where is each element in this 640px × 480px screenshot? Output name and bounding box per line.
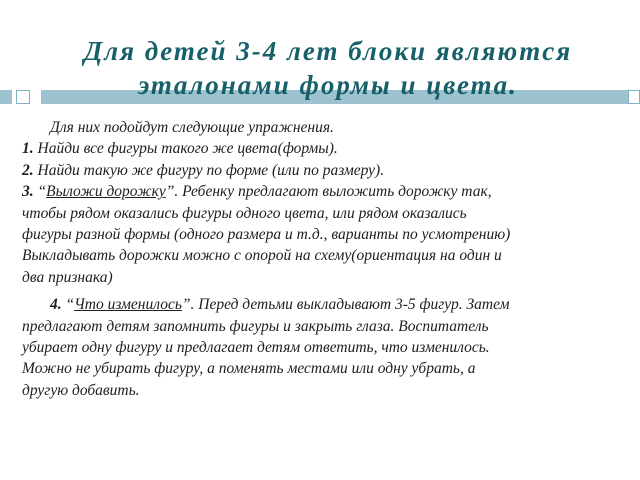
exercise-4-pre: “ — [61, 296, 75, 314]
exercise-4-number: 4. — [50, 296, 62, 314]
exercise-4-line-2: предлагают детям запомнить фигуры и закрыть глаза. Воспитатель — [22, 317, 489, 335]
exercise-3-number: 3. — [22, 183, 34, 201]
slide-title-line-2: эталонами формы и цвета. — [138, 70, 518, 100]
exercise-4-line-4: Можно не убирать фигуру, а поменять местами или одну убрать, а — [22, 360, 476, 378]
exercise-4-post: ”. Перед детьми выкладывают 3-5 фигур. Затем — [181, 296, 510, 314]
exercise-4-link[interactable]: Что изменилось — [74, 296, 182, 314]
exercise-3-line-4: Выкладывать дорожки можно с опорой на схему(ориентация на один и — [22, 247, 502, 265]
exercise-3-link[interactable]: Выложи дорожку — [46, 183, 166, 201]
exercise-3-pre: “ — [33, 183, 47, 201]
exercise-3-line-2: чтобы рядом оказались фигуры одного цвета, или рядом оказались — [22, 204, 467, 222]
exercise-3 — [22, 181, 607, 288]
intro-text: Для них подойдут следующие упражнения. — [50, 119, 334, 136]
exercise-4-line-3: убирает одну фигуру и предлагает детям ответить, что изменилось. — [22, 339, 490, 357]
exercise-1-number: 1. — [22, 140, 34, 158]
decorative-square-left — [16, 90, 30, 104]
exercise-2 — [22, 160, 607, 181]
exercise-2-number: 2. — [22, 161, 34, 179]
exercise-2-text: Найди такую же фигуру по форме (или по размеру). — [33, 161, 385, 179]
exercise-3-line-3: фигуры разной формы (одного размера и т.д., варианты по усмотрению) — [22, 226, 511, 244]
decorative-square-right — [628, 90, 640, 104]
exercise-3-post: ”. Ребенку предлагают выложить дорожку так, — [165, 183, 492, 201]
exercise-4-line-5: другую добавить. — [22, 381, 140, 399]
exercise-1-text: Найди все фигуры такого же цвета(формы). — [33, 140, 338, 158]
decorative-band-left — [0, 90, 12, 104]
slide-title-line-1: Для детей 3-4 лет блоки являются — [83, 36, 573, 66]
slide-body — [22, 117, 607, 401]
exercise-3-line-5: два признака) — [22, 268, 113, 286]
exercise-1 — [22, 138, 607, 159]
exercise-4 — [22, 294, 607, 401]
slide-title — [58, 34, 598, 102]
